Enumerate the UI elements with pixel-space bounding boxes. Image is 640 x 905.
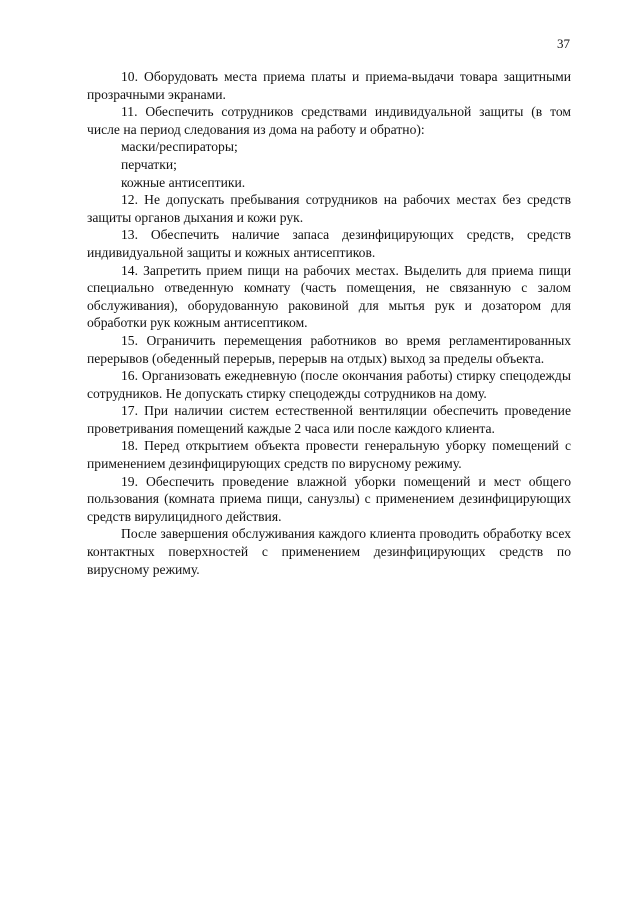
list-item-antiseptics: кожные антисептики. (121, 174, 246, 190)
paragraph-item-19: 19. Обеспечить проведение влажной уборки помещений и мест общего пользования (комната приема пищи, санузлы) с применением дезинфицирующих средств вирулицидного действия. (87, 473, 571, 524)
list-item-gloves: перчатки; (121, 156, 177, 172)
paragraph-item-13: 13. Обеспечить наличие запаса дезинфицирующих средств, средств индивидуальной защиты и кожных антисептиков. (87, 227, 571, 260)
paragraph-item-17: 17. При наличии систем естественной вентиляции обеспечить проведение проветривания помещений каждые 2 часа или после каждого клиента. (87, 403, 571, 436)
paragraph-after-service: После завершения обслуживания каждого клиента проводить обработку всех контактных поверхностей с применением дезинфицирующих средств по вирусному режиму. (87, 526, 571, 577)
page-number: 37 (557, 36, 570, 51)
document-body (87, 68, 571, 578)
paragraph-item-10: 10. Оборудовать места приема платы и приема-выдачи товара защитными прозрачными экранами. (87, 69, 571, 102)
paragraph-item-16: 16. Организовать ежедневную (после окончания работы) стирку спецодежды сотрудников. Не допускать стирку спецодежды сотрудников на дому. (87, 368, 571, 401)
paragraph-item-14: 14. Запретить прием пищи на рабочих местах. Выделить для приема пищи специально отведенную комнату (часть помещения, не связанную с залом обслуживания), оборудованную раковиной для мытья рук и дозатором для обработки рук кожным антисептиком. (87, 262, 571, 331)
paragraph-item-11: 11. Обеспечить сотрудников средствами индивидуальной защиты (в том числе на период следования из дома на работу и обратно): (87, 104, 571, 137)
paragraph-item-15: 15. Ограничить перемещения работников во время регламентированных перерывов (обеденный перерыв, перерыв на отдых) выход за пределы объекта. (87, 332, 571, 366)
paragraph-item-18: 18. Перед открытием объекта провести генеральную уборку помещений с применением дезинфицирующих средств по вирусному режиму. (87, 438, 571, 472)
list-item-masks: маски/респираторы; (121, 139, 238, 155)
paragraph-item-12: 12. Не допускать пребывания сотрудников на рабочих местах без средств защиты органов дыхания и кожи рук. (87, 192, 571, 225)
